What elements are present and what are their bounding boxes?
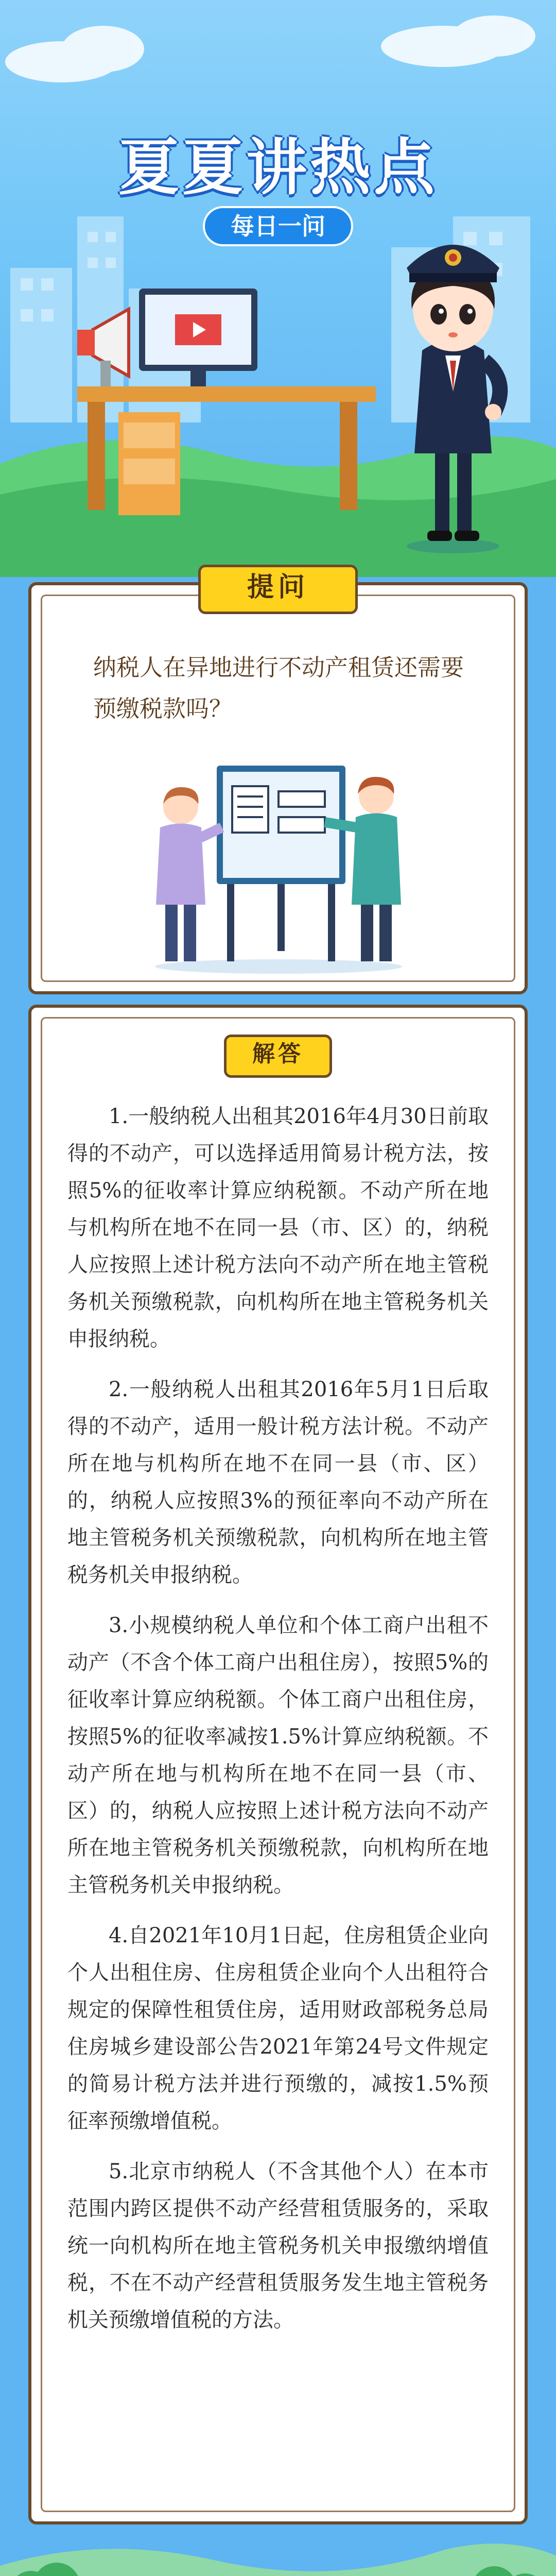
answer-card	[28, 1005, 528, 2524]
question-card	[28, 572, 528, 994]
banner-subtitle: 每日一问	[203, 206, 353, 246]
person-left	[156, 787, 222, 961]
answer-paragraph: 4.自2021年10月1日起，住房租赁企业向个人出租住房、住房租赁企业向个人出租符合规定的保障性租赁住房，适用财政部税务总局住房城乡建设部公告2021年第24号文件规定的简易计税方法并进行预缴的，减按1.5%预征率预缴增值税。	[67, 1924, 489, 2133]
banner-illustration	[0, 0, 556, 577]
banner-title: 夏夏讲热点	[118, 132, 438, 203]
answer-body	[67, 1098, 489, 2352]
answer-paragraph: 2.一般纳税人出租其2016年5月1日后取得的不动产，适用一般计税方法计税。不动产所在地与机构所在地不在同一县（市、区）的，纳税人应按照3%的预征率向不动产所在地主管税务机关预缴税款，向机构所在地主管税务机关申报纳税。	[67, 1378, 489, 1587]
answer-paragraph: 5.北京市纳税人（不含其他个人）在本市范围内跨区提供不动产经营租赁服务的，采取统一向机构所在地主管税务机关申报缴纳增值税，不在不动产经营租赁服务发生地主管税务机关预缴增值税的方法。	[67, 2160, 489, 2332]
question-label: 提问	[198, 565, 358, 614]
cloud-icon	[5, 15, 535, 82]
answer-label: 解答	[224, 1035, 332, 1078]
question-text: 纳税人在异地进行不动产租赁还需要预缴税款吗？	[93, 654, 464, 722]
whiteboard-icon	[217, 766, 345, 961]
footer-illustration	[0, 2504, 556, 2576]
header-banner	[0, 0, 556, 577]
presentation-illustration	[145, 750, 412, 977]
answer-paragraph: 1.一般纳税人出租其2016年4月30日前取得的不动产，可以选择适用简易计税方法，按照5%的征收率计算应纳税额。不动产所在地与机构所在地不在同一县（市、区）的，纳税人应按照上述计税方法向不动产所在地主管税务机关预缴税款，向机构所在地主管税务机关申报纳税。	[67, 1105, 489, 1351]
answer-paragraph: 3.小规模纳税人单位和个体工商户出租不动产（不含个体工商户出租住房），按照5%的征收率计算应纳税额。个体工商户出租住房，按照5%的征收率减按1.5%计算应纳税额。不动产所在地与机构所在地不在同一县（市、区）的，纳税人应按照上述计税方法向不动产所在地主管税务机关预缴税款，向机构所在地主管税务机关申报纳税。	[67, 1614, 489, 1897]
